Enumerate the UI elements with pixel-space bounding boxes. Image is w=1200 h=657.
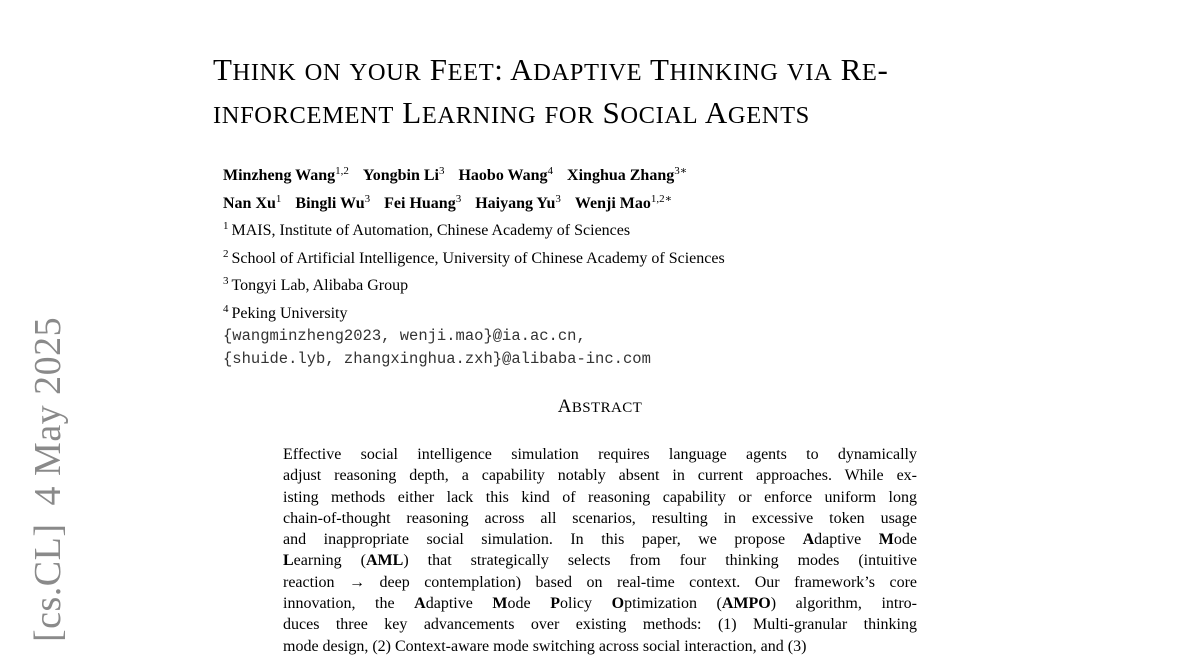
author-name-text: Bingli Wu <box>295 194 365 212</box>
abstract-line: Learning (AML) that strategically selects from four thinking modes (intuitive <box>283 552 917 570</box>
author-name-text: Xinghua Zhang <box>567 167 675 184</box>
author-name <box>567 167 687 184</box>
abstract-line: and inappropriate social simulation. In this paper, we propose Adaptive Mode <box>283 531 918 549</box>
author-name <box>223 192 282 212</box>
abstract-line: isting methods either lack this kind of reasoning capability or enforce uniform long <box>283 488 917 506</box>
author-email: {shuide.lyb, zhangxinghua.zxh}@alibaba-inc.com <box>223 349 651 368</box>
affiliation-text: MAIS, Institute of Automation, Chinese Academy of Sciences <box>231 222 631 239</box>
author-name-text: Nan Xu <box>223 194 276 212</box>
affiliation-list <box>223 215 1123 325</box>
arxiv-category: [cs.CL] <box>27 523 69 642</box>
abstract-heading-text: ABSTRACT <box>557 396 643 417</box>
arxiv-date: 4 May 2025 <box>27 316 69 506</box>
author-name-text: Minzheng Wang <box>223 167 336 184</box>
paper-title <box>213 50 1033 136</box>
author-affiliation-mark: 1,2 <box>335 165 349 177</box>
author-name <box>223 167 349 184</box>
arxiv-stamp-text <box>26 317 70 642</box>
affiliation-text: Peking University <box>231 304 348 322</box>
author-affiliation-mark: 3∗ <box>674 165 688 177</box>
abstract-heading <box>0 396 1200 418</box>
author-name <box>458 167 553 184</box>
abstract-line: innovation, the Adaptive Mode Policy Optimization (AMPO) algorithm, intro- <box>283 595 918 613</box>
affiliation-number: 3 <box>223 275 229 287</box>
affiliation-number: 4 <box>223 302 229 315</box>
author-email: {wangminzheng2023, wenji.mao}@ia.ac.cn, <box>223 327 586 345</box>
abstract-line: adjust reasoning depth, a capability notably absent in current approaches. While ex- <box>283 467 917 485</box>
affiliation-item <box>223 298 1123 326</box>
author-name <box>295 192 371 212</box>
affiliation-text: School of Artificial Intelligence, University of Chinese Academy of Sciences <box>231 249 725 267</box>
author-affiliation-mark: 3 <box>455 192 462 205</box>
author-affiliation-mark: 1 <box>275 192 282 205</box>
affiliation-item <box>223 243 1123 271</box>
abstract-line: mode design, (2) Context-aware mode switching across social interaction, and (3) <box>283 637 807 655</box>
affiliation-item <box>223 215 1123 243</box>
author-affiliation-mark: 4 <box>547 165 554 177</box>
abstract-line: chain-of-thought reasoning across all scenarios, resulting in excessive token usage <box>283 509 917 527</box>
author-name-text: Haobo Wang <box>458 167 548 184</box>
author-row-2 <box>223 188 1123 216</box>
author-name <box>363 167 445 184</box>
title-line-2: INFORCEMENT LEARNING FOR SOCIAL AGENTS <box>213 95 810 130</box>
affiliation-text: Tongyi Lab, Alibaba Group <box>231 277 409 294</box>
affiliation-item <box>223 270 1123 298</box>
author-name-text: Haiyang Yu <box>475 194 556 212</box>
author-affiliation-mark: 1,2∗ <box>650 192 673 205</box>
abstract-body <box>283 444 917 657</box>
author-name <box>384 192 462 212</box>
author-name-text: Wenji Mao <box>574 194 651 212</box>
abstract-line: Effective social intelligence simulation requires language agents to dynamically <box>283 446 917 463</box>
affiliation-number: 1 <box>223 220 229 232</box>
abstract-line: reaction → deep contemplation) based on real-time context. Our framework’s core <box>283 573 917 591</box>
email-list <box>223 325 1123 370</box>
author-name-text: Yongbin Li <box>362 167 439 184</box>
author-block <box>223 160 1123 370</box>
author-affiliation-mark: 3 <box>555 192 561 205</box>
author-row-1 <box>223 160 1123 188</box>
author-name-text: Fei Huang <box>384 194 456 212</box>
title-line-1: THINK ON YOUR FEET: ADAPTIVE THINKING VIA RE- <box>213 52 889 87</box>
author-name <box>475 192 561 212</box>
author-affiliation-mark: 3 <box>364 192 371 205</box>
affiliation-number: 2 <box>223 247 229 260</box>
abstract-line: duces three key advancements over existing methods: (1) Multi-granular thinking <box>283 616 917 634</box>
arxiv-sidebar-stamp <box>26 290 72 648</box>
author-name <box>574 192 673 212</box>
author-affiliation-mark: 3 <box>438 165 445 177</box>
